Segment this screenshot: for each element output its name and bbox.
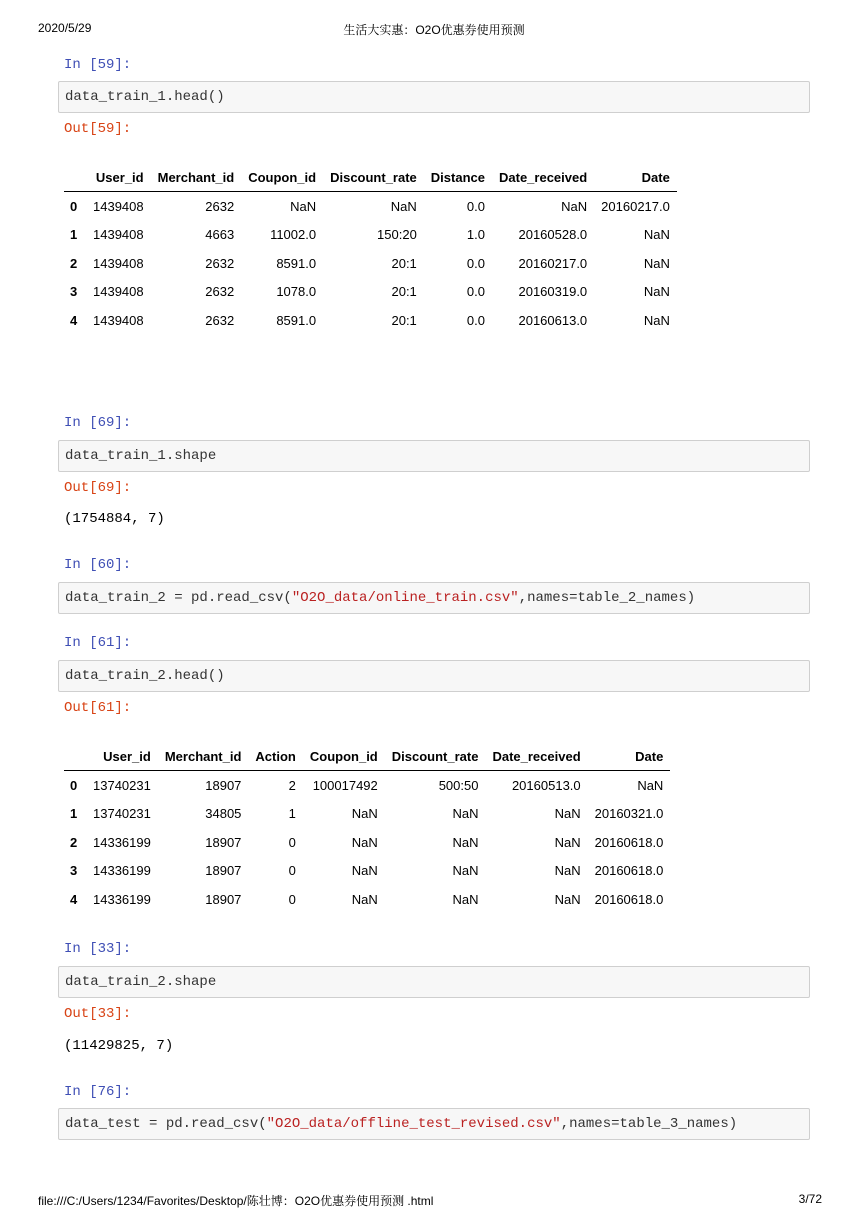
- column-header: Coupon_id: [303, 743, 385, 771]
- table-cell: 150:20: [377, 227, 417, 243]
- table-row: [64, 800, 670, 829]
- table-cell: 20160319.0: [518, 284, 588, 300]
- code-text: data_test = pd.read_csv(: [65, 1116, 267, 1132]
- out-prompt-59: Out[59]:: [64, 121, 132, 137]
- code-string-literal: "O2O_data/online_train.csv": [291, 590, 519, 606]
- table-cell: 0.0: [466, 284, 485, 300]
- print-page-number: 3/72: [798, 1192, 822, 1206]
- row-index: 1: [70, 227, 78, 243]
- table-cell: NaN: [452, 806, 479, 822]
- code-text: ,names=table_3_names): [560, 1116, 738, 1132]
- in-prompt-69: In [69]:: [64, 415, 132, 431]
- print-title: 生活大实惠：O2O优惠券使用预测: [343, 23, 525, 37]
- table-cell: 0: [288, 891, 296, 907]
- in-prompt-76: In [76]:: [64, 1084, 132, 1100]
- table-cell: 1439408: [93, 255, 144, 271]
- table-cell: 20160321.0: [594, 806, 664, 822]
- index-header: [64, 743, 86, 771]
- table-cell: 1439408: [93, 227, 144, 243]
- column-header: Date: [594, 164, 677, 192]
- table-cell: NaN: [390, 198, 417, 214]
- code-cell-69[interactable]: data_train_1.shape: [58, 440, 810, 472]
- table-cell: 34805: [205, 806, 242, 822]
- table-cell: NaN: [643, 255, 670, 271]
- table-cell: 18907: [205, 777, 242, 793]
- table-cell: 0: [288, 834, 296, 850]
- table-cell: NaN: [452, 863, 479, 879]
- table-cell: 1: [288, 806, 296, 822]
- column-header: Action: [248, 743, 302, 771]
- table-cell: 18907: [205, 863, 242, 879]
- out-prompt-33: Out[33]:: [64, 1006, 132, 1022]
- table-cell: 2: [288, 777, 296, 793]
- table-cell: 20:1: [391, 312, 417, 328]
- table-row: [64, 192, 677, 221]
- table-cell: 0: [288, 863, 296, 879]
- code-cell-33[interactable]: data_train_2.shape: [58, 966, 810, 998]
- table-row: [64, 306, 677, 335]
- code-cell-59[interactable]: data_train_1.head(): [58, 81, 810, 113]
- table-cell: NaN: [290, 198, 317, 214]
- table-cell: 20160618.0: [594, 834, 664, 850]
- table-cell: 20160513.0: [511, 777, 581, 793]
- table-header-row: [64, 164, 677, 192]
- table-cell: 2632: [205, 312, 235, 328]
- table-cell: 0.0: [466, 198, 485, 214]
- table-row: [64, 771, 670, 800]
- table-cell: NaN: [554, 891, 581, 907]
- table-cell: NaN: [561, 198, 588, 214]
- table-cell: 20160613.0: [518, 312, 588, 328]
- row-index: 1: [70, 806, 78, 822]
- in-prompt-60: In [60]:: [64, 557, 132, 573]
- table-cell: NaN: [643, 227, 670, 243]
- column-header: Discount_rate: [385, 743, 486, 771]
- dataframe-table-61: [64, 743, 670, 914]
- table-cell: NaN: [351, 891, 378, 907]
- table-cell: 100017492: [312, 777, 378, 793]
- table-cell: 0.0: [466, 312, 485, 328]
- table-cell: 2632: [205, 284, 235, 300]
- row-index: 2: [70, 834, 78, 850]
- column-header: Merchant_id: [151, 164, 242, 192]
- table-cell: 13740231: [93, 806, 151, 822]
- table-cell: NaN: [452, 891, 479, 907]
- table-row: [64, 278, 677, 307]
- table-row: [64, 221, 677, 250]
- output-result-33: (11429825, 7): [64, 1038, 174, 1054]
- column-header: Date_received: [485, 743, 587, 771]
- row-index: 0: [70, 777, 78, 793]
- table-cell: NaN: [452, 834, 479, 850]
- table-cell: 2632: [205, 198, 235, 214]
- column-header: Date: [588, 743, 671, 771]
- index-header: [64, 164, 86, 192]
- table-cell: 20:1: [391, 255, 417, 271]
- table-cell: 1439408: [93, 198, 144, 214]
- table-cell: 1439408: [93, 312, 144, 328]
- code-cell-61[interactable]: data_train_2.head(): [58, 660, 810, 692]
- column-header: Merchant_id: [158, 743, 249, 771]
- code-text: ,names=table_2_names): [518, 590, 696, 606]
- table-cell: 1439408: [93, 284, 144, 300]
- column-header: User_id: [86, 743, 158, 771]
- column-header: Coupon_id: [241, 164, 323, 192]
- table-cell: NaN: [643, 284, 670, 300]
- table-cell: 1.0: [466, 227, 485, 243]
- out-prompt-69: Out[69]:: [64, 480, 132, 496]
- table-cell: 1078.0: [276, 284, 317, 300]
- row-index: 2: [70, 255, 78, 271]
- table-cell: 0.0: [466, 255, 485, 271]
- column-header: User_id: [86, 164, 151, 192]
- code-cell-60[interactable]: [58, 582, 810, 614]
- table-cell: 20160217.0: [601, 198, 670, 214]
- row-index: 4: [70, 891, 78, 907]
- table-cell: 18907: [205, 891, 242, 907]
- table-cell: 18907: [205, 834, 242, 850]
- table-cell: 20:1: [391, 284, 417, 300]
- table-cell: 20160618.0: [594, 891, 664, 907]
- column-header: Date_received: [492, 164, 594, 192]
- table-row: [64, 249, 677, 278]
- row-index: 3: [70, 284, 78, 300]
- out-prompt-61: Out[61]:: [64, 700, 132, 716]
- code-text: data_train_2 = pd.read_csv(: [65, 590, 292, 606]
- table-row: [64, 857, 670, 886]
- table-cell: 13740231: [93, 777, 151, 793]
- table-cell: 20160618.0: [594, 863, 664, 879]
- table-cell: NaN: [643, 312, 670, 328]
- table-cell: 14336199: [93, 891, 151, 907]
- output-result-69: (1754884, 7): [64, 511, 165, 527]
- print-file-path: file:///C:/Users/1234/Favorites/Desktop/陈壮博：O2O优惠券使用预测 .html: [38, 1194, 434, 1208]
- table-cell: NaN: [351, 834, 378, 850]
- table-cell: 8591.0: [276, 255, 317, 271]
- print-date: 2020/5/29: [38, 21, 92, 35]
- code-string-literal: "O2O_data/offline_test_revised.csv": [266, 1116, 561, 1132]
- table-cell: 500:50: [438, 777, 479, 793]
- in-prompt-33: In [33]:: [64, 941, 132, 957]
- in-prompt-61: In [61]:: [64, 635, 132, 651]
- table-cell: 11002.0: [270, 227, 317, 243]
- table-cell: NaN: [554, 863, 581, 879]
- row-index: 0: [70, 198, 78, 214]
- column-header: Discount_rate: [323, 164, 424, 192]
- table-row: [64, 828, 670, 857]
- table-cell: NaN: [351, 863, 378, 879]
- row-index: 4: [70, 312, 78, 328]
- table-cell: NaN: [637, 777, 664, 793]
- in-prompt-59: In [59]:: [64, 57, 132, 73]
- table-cell: 4663: [205, 227, 235, 243]
- table-header-row: [64, 743, 670, 771]
- code-cell-76[interactable]: [58, 1108, 810, 1140]
- table-row: [64, 885, 670, 914]
- row-index: 3: [70, 863, 78, 879]
- column-header: Distance: [424, 164, 492, 192]
- table-cell: 2632: [205, 255, 235, 271]
- table-cell: 14336199: [93, 834, 151, 850]
- table-cell: NaN: [554, 806, 581, 822]
- table-cell: 8591.0: [276, 312, 317, 328]
- table-cell: NaN: [554, 834, 581, 850]
- table-cell: 20160528.0: [518, 227, 588, 243]
- table-cell: NaN: [351, 806, 378, 822]
- dataframe-table-59: [64, 164, 677, 335]
- table-cell: 20160217.0: [518, 255, 588, 271]
- table-cell: 14336199: [93, 863, 151, 879]
